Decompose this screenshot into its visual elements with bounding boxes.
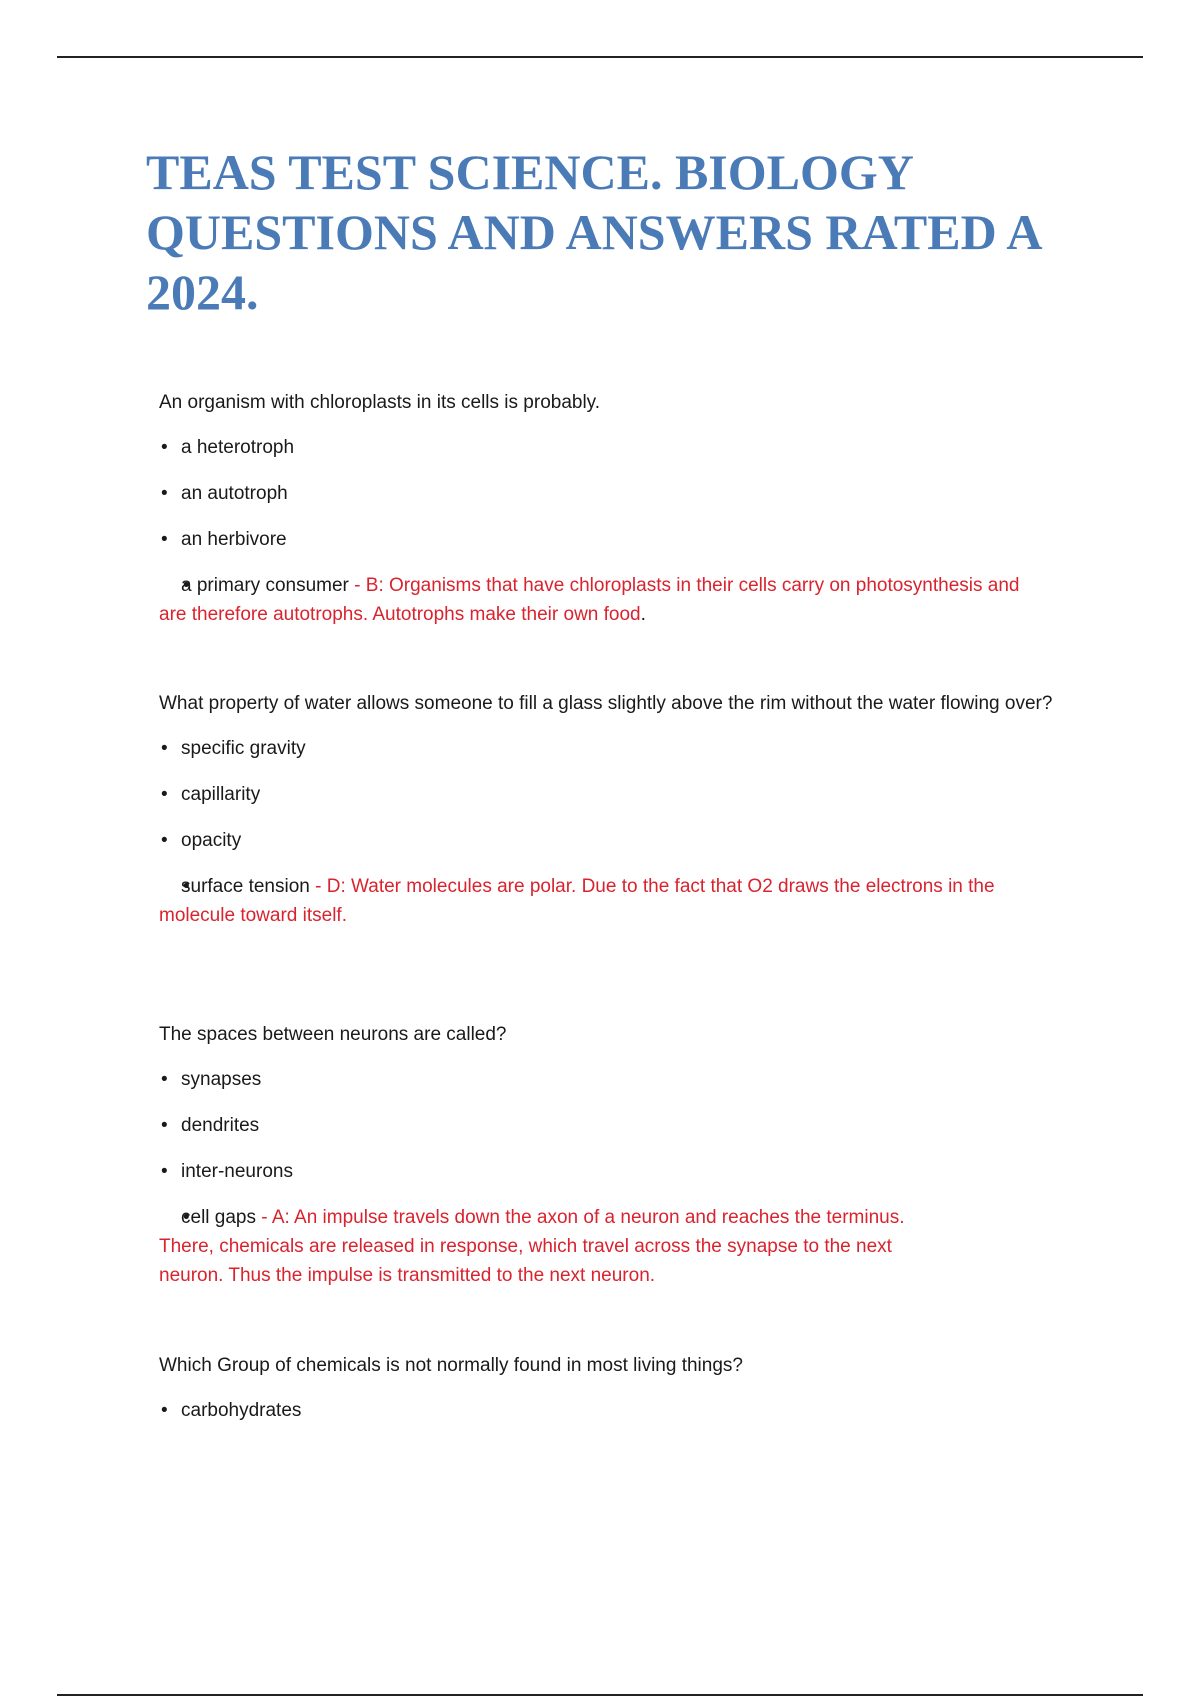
- option-item: • carbohydrates: [159, 1396, 1079, 1425]
- question-block-3: [159, 1020, 1079, 1307]
- options-list: [159, 734, 1079, 930]
- options-list: [159, 433, 1079, 629]
- answer-explanation: A: An impulse travels down the axon of a neuron and reaches the terminus. There, chemicals are released in response, which travel across the synapse to the next neuron. Thus the impulse is transmitted to the next neuron.: [159, 1207, 905, 1286]
- option-item: • an herbivore: [159, 525, 1079, 554]
- option-item: • dendrites: [159, 1111, 1079, 1140]
- option-item: • a heterotroph: [159, 433, 1079, 462]
- question-text: What property of water allows someone to fill a glass slightly above the rim without the water flowing over?: [159, 693, 1053, 714]
- option-item-with-answer: [159, 872, 1029, 930]
- option-item: • synapses: [159, 1065, 1079, 1094]
- option-item-with-answer: [159, 1203, 959, 1290]
- option-item: • inter-neurons: [159, 1157, 1079, 1186]
- document-title: TEAS TEST SCIENCE. BIOLOGY QUESTIONS AND ANSWERS RATED A 2024.: [146, 144, 1040, 320]
- question-text: Which Group of chemicals is not normally found in most living things?: [159, 1355, 743, 1376]
- option-label: cell gaps: [181, 1207, 256, 1228]
- option-item: • capillarity: [159, 780, 1079, 809]
- option-item: • opacity: [159, 826, 1079, 855]
- question-text: The spaces between neurons are called?: [159, 1024, 507, 1045]
- answer-separator: -: [256, 1207, 272, 1228]
- question-text: An organism with chloroplasts in its cells is probably.: [159, 392, 601, 413]
- option-item-with-answer: [159, 571, 1039, 629]
- answer-separator: -: [309, 876, 327, 897]
- option-item: • specific gravity: [159, 734, 1079, 763]
- footer-rule: [57, 1694, 1143, 1696]
- answer-separator: -: [348, 575, 366, 596]
- question-block-2: [159, 689, 1079, 947]
- question-block-1: [159, 388, 1079, 646]
- question-block-4: [159, 1351, 1079, 1442]
- answer-explanation: D: Water molecules are polar. Due to the fact that O2 draws the electrons in the molecule toward itself.: [159, 876, 995, 926]
- options-list: [159, 1396, 1079, 1425]
- option-label: surface tension: [181, 876, 310, 897]
- answer-explanation: B: Organisms that have chloroplasts in their cells carry on photosynthesis and are therefore autotrophs. Autotrophs make their own food: [159, 575, 1020, 625]
- option-label: a primary consumer: [181, 575, 349, 596]
- options-list: [159, 1065, 1079, 1290]
- option-item: • an autotroph: [159, 479, 1079, 508]
- answer-period: .: [640, 604, 646, 625]
- header-rule: [57, 56, 1143, 58]
